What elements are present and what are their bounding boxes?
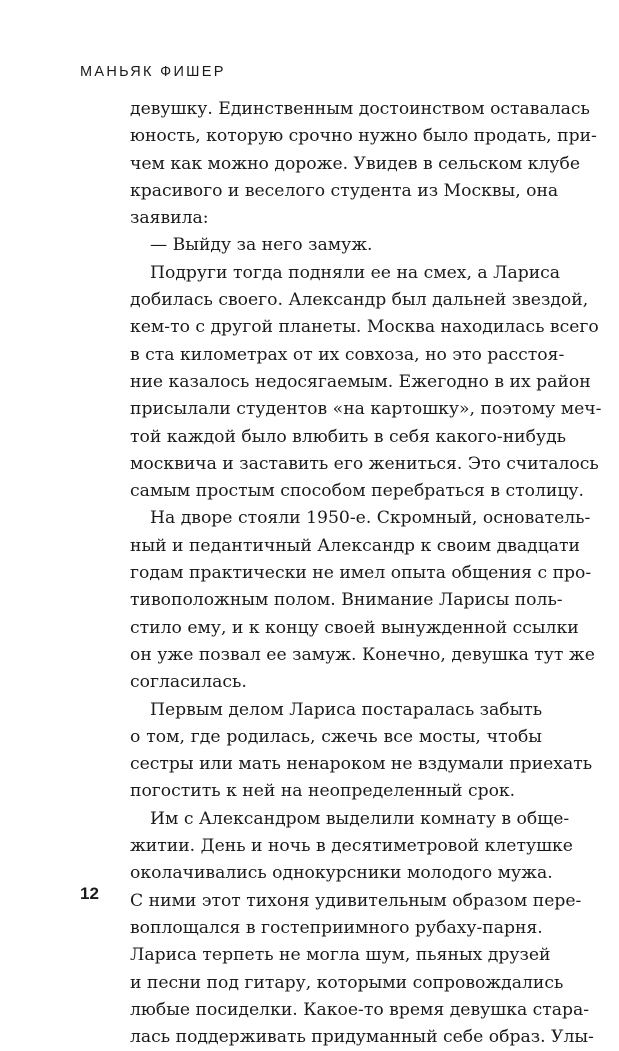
text-line: ный и педантичный Александр к своим двадцати (130, 535, 580, 556)
text-line: Первым делом Лариса постаралась забыть (150, 699, 543, 720)
text-line: житии. День и ночь в десятиметровой клетушке (130, 836, 573, 857)
text-line: годам практически не имел опыта общения с про- (130, 563, 592, 584)
text-line: тивоположным полом. Внимание Ларисы поль- (130, 590, 563, 611)
body-text (130, 96, 602, 1051)
text-line: москвича и заставить его жениться. Это считалось (130, 453, 599, 474)
text-line: в ста километрах от их совхоза, но это расстоя- (130, 344, 565, 365)
text-line: кем-то с другой планеты. Москва находилась всего (130, 317, 599, 338)
text-line: согласилась. (130, 672, 247, 693)
text-line: юность, которую срочно нужно было продать, при- (130, 126, 597, 147)
text-line: С ними этот тихоня удивительным образом пере- (130, 890, 582, 911)
text-line: заявила: (130, 208, 209, 229)
text-line: сестры или мать ненароком не вздумали приехать (130, 754, 593, 775)
text-line: он уже позвал ее замуж. Конечно, девушка тут же (130, 644, 595, 665)
text-line: стило ему, и к концу своей вынужденной ссылки (130, 617, 579, 638)
text-line: красивого и веселого студента из Москвы, она (130, 180, 559, 201)
text-line: воплощался в гостеприимного рубаху-парня. (130, 917, 543, 938)
text-line: ние казалось недосягаемым. Ежегодно в их район (130, 371, 591, 392)
page-number: 12 (80, 884, 99, 903)
text-line: околачивались однокурсники молодого мужа. (130, 863, 553, 884)
text-line: погостить к ней на неопределенный срок. (130, 781, 516, 802)
text-line: Подруги тогда подняли ее на смех, а Лариса (150, 262, 561, 283)
text-line: и песни под гитару, которыми сопровождались (130, 972, 564, 993)
text-line: присылали студентов «на картошку», поэтому меч- (130, 399, 602, 420)
text-line: о том, где родилась, сжечь все мосты, чтобы (130, 726, 542, 747)
text-line: той каждой было влюбить в себя какого-нибудь (130, 426, 567, 447)
running-head: МАНЬЯК ФИШЕР (80, 64, 226, 80)
text-line: Лариса терпеть не могла шум, пьяных друзей (130, 945, 551, 966)
text-line: девушку. Единственным достоинством оставалась (130, 99, 590, 119)
text-line: чем как можно дороже. Увидев в сельском клубе (130, 153, 581, 174)
text-line: лась поддерживать придуманный себе образ. Улы- (130, 1027, 594, 1048)
text-line: — Выйду за него замуж. (150, 235, 373, 256)
text-line: самым простым способом перебраться в столицу. (130, 481, 584, 502)
text-line: любые посиделки. Какое-то время девушка стара- (130, 999, 590, 1020)
text-line: Им с Александром выделили комнату в обще- (150, 808, 570, 829)
text-line: добилась своего. Александр был дальней звездой, (130, 290, 589, 311)
text-line: На дворе стояли 1950-е. Скромный, основатель- (150, 508, 591, 529)
